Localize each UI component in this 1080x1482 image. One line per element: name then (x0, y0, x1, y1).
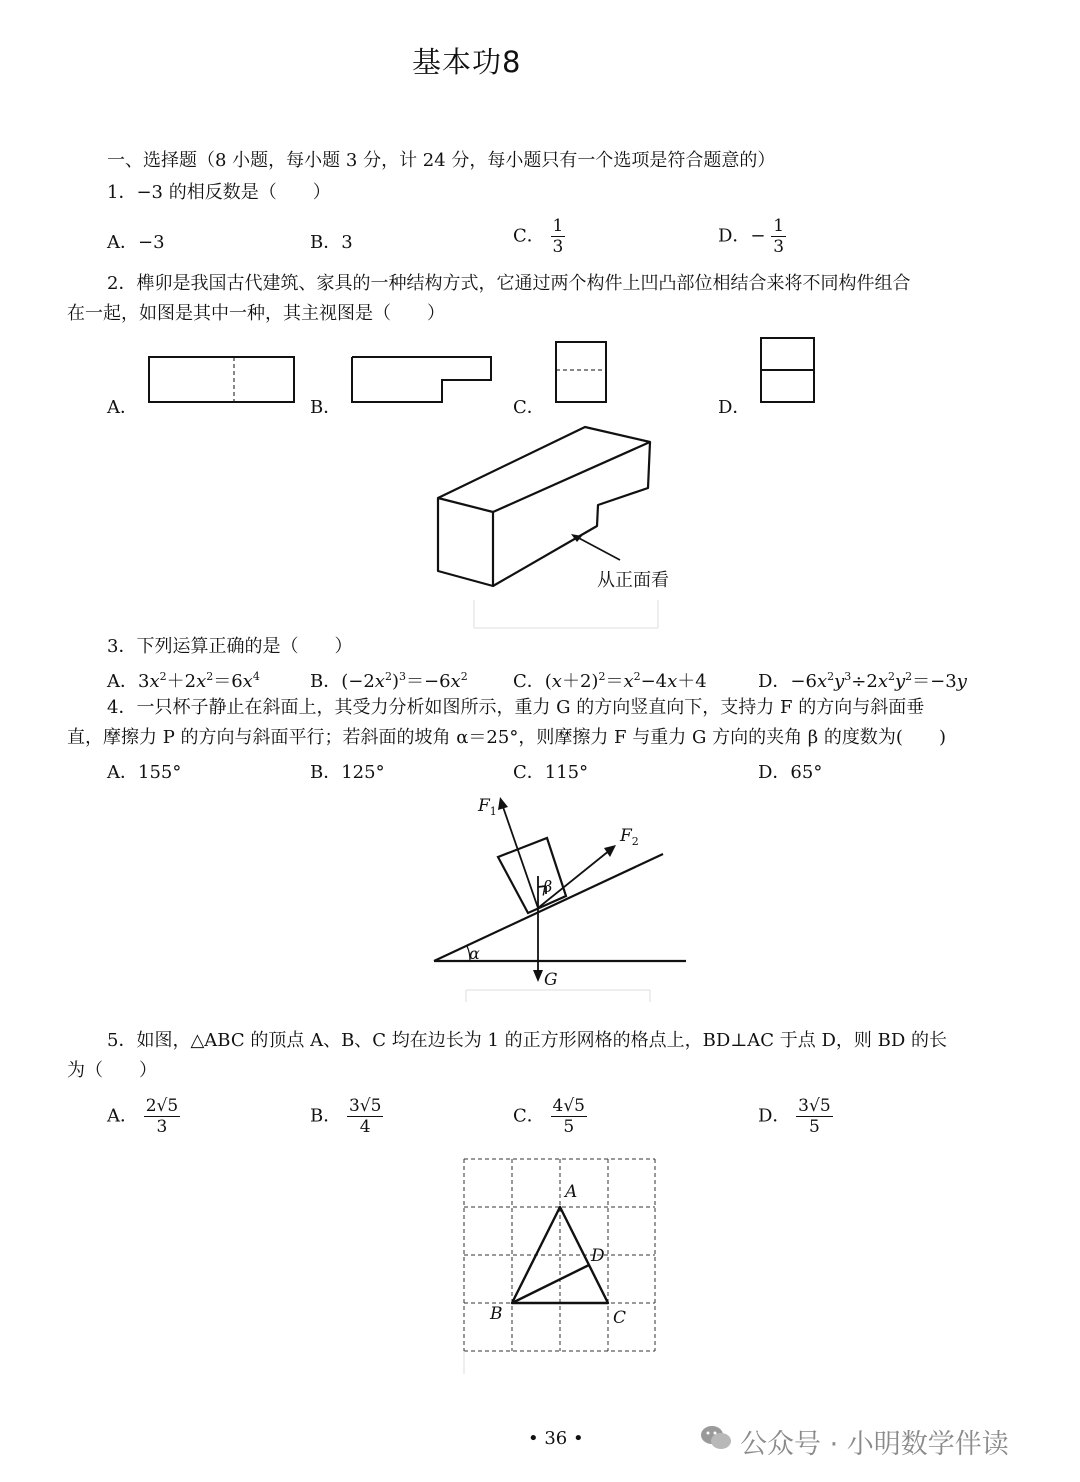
q1-stem: 1．−3 的相反数是（ ） (107, 182, 331, 203)
q5-c-den: 5 (563, 1117, 575, 1137)
q4-line1: 4．一只杯子静止在斜面上，其受力分析如图所示，重力 G 的方向竖直向下，支持力 F 的方向与斜面垂 (107, 697, 925, 718)
q4-option-a: A．155° (107, 762, 182, 783)
q5-d-label: D． (758, 1105, 791, 1127)
q5-label-b: B (490, 1304, 503, 1324)
q5-b-label: B． (310, 1105, 342, 1127)
q5-label-c: C (613, 1308, 627, 1328)
q5-label-d: D (591, 1246, 605, 1266)
watermark: 公众号 · 小明数学伴读 (740, 1429, 1009, 1460)
q5-line2: 为（ ） (67, 1060, 157, 1081)
q5-c-fraction (551, 1096, 587, 1137)
q2-option-c: C． (513, 397, 545, 418)
q2-option-b-figure (345, 350, 500, 410)
q5-c-num: 4√5 (552, 1096, 585, 1116)
q1-option-c-fraction (551, 216, 566, 257)
q5-grid-figure (455, 1152, 665, 1382)
q1-option-d-fraction (771, 216, 786, 257)
q2-option-d: D． (718, 397, 751, 418)
q1-option-d (718, 216, 786, 257)
q4-label-f1-letter: F (478, 796, 490, 816)
q4-option-b: B．125° (310, 762, 385, 783)
wechat-icon (700, 1424, 732, 1452)
q1-c-den: 3 (552, 237, 564, 257)
q2-option-d-figure (755, 332, 825, 410)
q2-figure-caption: 从正面看 (597, 570, 669, 591)
q3-option-c: C．$(x+2)^2=x^2-4x+4$ (513, 670, 707, 692)
q5-b-den: 4 (359, 1117, 371, 1137)
q4-option-d: D．65° (758, 762, 823, 783)
q4-label-g: G (544, 970, 558, 990)
q1-option-d-label: D．− (718, 225, 766, 247)
q2-line1: 2．榫卯是我国古代建筑、家具的一种结构方式，它通过两个构件上凹凸部位相结合来将不同构件组合 (107, 273, 911, 294)
q5-d-num: 3√5 (798, 1096, 831, 1116)
q5-option-a (107, 1096, 180, 1137)
q1-option-b: B．3 (310, 232, 353, 253)
q5-a-fraction (144, 1096, 180, 1137)
q4-label-f1-sub: 1 (489, 805, 497, 818)
q5-line1: 5．如图，△ABC 的顶点 A、B、C 均在边长为 1 的正方形网格的格点上，BD⊥AC 于点 D，则 BD 的长 (107, 1030, 948, 1051)
q4-label-f2 (620, 826, 639, 848)
section-heading: 一、选择题（8 小题，每小题 3 分，计 24 分，每小题只有一个选项是符合题意的） (107, 150, 776, 171)
q3-option-b: B．$(-2x^2)^3=-6x^2$ (310, 670, 468, 692)
q5-option-b (310, 1096, 383, 1137)
q2-option-a: A． (107, 397, 138, 418)
q4-label-beta: β (543, 877, 553, 896)
q5-a-label: A． (107, 1105, 138, 1127)
q1-option-a: A．−3 (107, 232, 165, 253)
q5-b-num: 3√5 (348, 1096, 382, 1116)
q5-d-fraction (796, 1096, 832, 1137)
q1-d-num: 1 (773, 216, 785, 236)
page-title: 基本功8 (412, 45, 522, 79)
q5-b-fraction (347, 1096, 383, 1137)
q4-label-f1 (478, 796, 497, 818)
q2-option-a-figure (140, 350, 310, 410)
q3-stem: 3．下列运算正确的是（ ） (107, 636, 353, 657)
q2-line2: 在一起，如图是其中一种，其主视图是（ ） (67, 303, 445, 324)
q5-a-num: 2√5 (145, 1096, 179, 1116)
q5-d-den: 5 (808, 1117, 820, 1137)
q2-option-b: B． (310, 397, 342, 418)
q1-option-c-label: C． (513, 225, 545, 247)
q4-option-c: C．115° (513, 762, 589, 783)
q4-label-f2-sub: 2 (631, 835, 639, 848)
q5-option-d (758, 1096, 833, 1137)
q5-c-label: C． (513, 1105, 545, 1127)
q3-option-d: D．$-6x^2y^3\div 2x^2y^2=-3y$ (758, 670, 967, 692)
q5-label-a: A (565, 1182, 578, 1202)
q4-label-alpha: α (469, 944, 480, 963)
q4-label-f2-letter: F (620, 826, 632, 846)
q5-option-c (513, 1096, 587, 1137)
q3-option-a: A．$3x^2+2x^2=6x^4$ (107, 670, 260, 692)
q1-option-c (513, 216, 565, 257)
q4-force-figure (420, 790, 700, 1010)
page-number: • 36 • (528, 1428, 584, 1449)
q2-option-c-figure (550, 336, 615, 408)
q1-c-num: 1 (552, 216, 564, 236)
q4-line2: 直，摩擦力 P 的方向与斜面平行；若斜面的坡角 α＝25°，则摩擦力 F 与重力 G 方向的夹角 β 的度数为( ) (67, 727, 946, 748)
q2-tenon-figure (430, 420, 670, 635)
q5-a-den: 3 (156, 1117, 168, 1137)
q1-d-den: 3 (773, 237, 785, 257)
